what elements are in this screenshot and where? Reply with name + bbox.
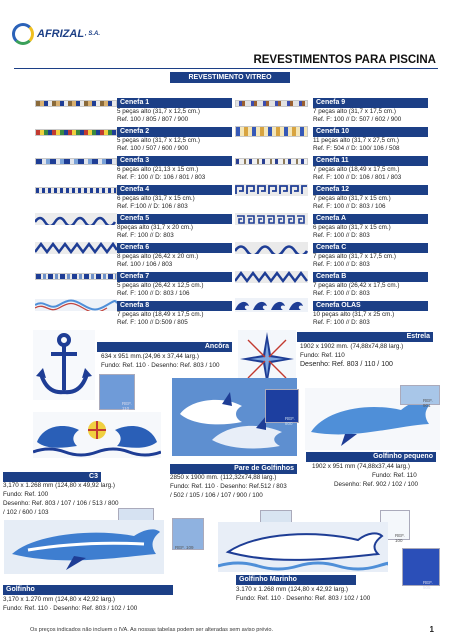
cenefa-desc: 7 peças alto (26,42 x 17,5 cm.) — [313, 282, 400, 289]
c3-desenho-cont: / 102 / 600 / 103 — [3, 509, 49, 516]
ancora-ref: Fundo: Ref. 110 · Desenho: Ref. 803 / 100 — [101, 362, 220, 369]
cenefa-2-swatch — [35, 129, 117, 136]
page-title: REVESTIMENTOS PARA PISCINA — [253, 54, 436, 66]
golfinho-ref: Fundo: Ref. 110 · Desenho: Ref. 803 / 102 / 100 — [3, 605, 138, 612]
brand-suffix: , S.A. — [85, 31, 101, 37]
cenefa-desc: 7 peças alto (31,7 x 17,5 cm.) — [313, 108, 396, 115]
tile-swatch-110 — [99, 374, 135, 410]
cenefa-9-swatch — [235, 100, 308, 107]
logo-mark-icon — [12, 23, 34, 45]
cenefa-12 — [313, 185, 428, 214]
cenefa-title: Cenefa 4 — [117, 185, 232, 195]
cenefa-ref: Ref. F: 100 // D: 803 — [117, 232, 174, 240]
cenefa-desc: 7 peças alto (31,7 x 17,5 cm.) — [313, 253, 396, 260]
cenefa-olas — [313, 301, 428, 330]
tile-ref-label: REF. 800 — [285, 416, 295, 426]
cenefa-3-swatch — [35, 158, 117, 165]
cenefa-b — [313, 272, 428, 301]
cenefa-ref: Ref. F: 100 // D:509 / 805 — [117, 319, 188, 327]
c3-desenho: Desenho: Ref. 803 / 107 / 106 / 513 / 800 — [3, 500, 119, 507]
cenefa-8 — [117, 301, 232, 330]
golfinho-marinho-mosaic — [218, 522, 388, 572]
cenefa-3 — [117, 156, 232, 185]
golfinho-mosaic — [4, 520, 164, 574]
cenefa-4-swatch — [35, 187, 117, 194]
cenefa-desc: 7 peças alto (18,49 x 17,5 cm.) — [313, 166, 400, 173]
cenefa-title: Cenefa 7 — [117, 272, 232, 282]
cenefa-4 — [117, 185, 232, 214]
cenefa-9 — [313, 98, 428, 127]
cenefa-5-swatch — [35, 213, 117, 225]
cenefa-title: Cenefa 2 — [117, 127, 232, 137]
cenefa-ref: Ref. F:100 // D: 106 / 803 — [117, 203, 188, 211]
cenefa-desc: 6 peças alto (31,7 x 15 cm.) — [117, 195, 195, 202]
cenefa-desc: 6 peças alto (31,7 x 15 cm.) — [313, 224, 391, 231]
golfinho-marinho-ref: Fundo: Ref. 110 · Desenho: Ref. 803 / 102 / 100 — [236, 595, 371, 602]
company-logo — [12, 20, 100, 48]
cenefa-title: Cenefa A — [313, 214, 428, 224]
tile-swatch-109 — [172, 518, 204, 550]
golfinho-marinho-dims: 3.170 x 1.268 mm (124,80 x 42,92 larg.) — [236, 586, 349, 593]
tile-ref-label: REF. 110 — [122, 401, 132, 411]
cenefa-desc: 5 peças alto (31,7 x 12,5 cm.) — [117, 137, 200, 144]
cenefa-ref: Ref. F: 100 // D: 106 / 801 / 803 — [117, 174, 206, 182]
cenefa-desc: 10 peças alto (31,7 x 25 cm.) — [313, 311, 395, 318]
pare-golfinhos-dims: 2850 x 1900 mm. (112,32x74,88 larg.) — [170, 474, 277, 481]
golfinho-marinho-title: Golfinho Marinho — [236, 575, 356, 585]
ancora-dims: 634 x 951 mm.(24,96 x 37,44 larg.) — [101, 353, 200, 360]
cenefa-10-swatch — [235, 126, 308, 137]
cenefa-title: Cenefa 12 — [313, 185, 428, 195]
estrela-desenho: Desenho: Ref. 803 / 110 / 100 — [300, 361, 393, 368]
cenefa-desc: 7 peças alto (31,7 x 15 cm.) — [313, 195, 391, 202]
cenefa-desc: 5 peças alto (26,42 x 12,5 cm.) — [117, 282, 204, 289]
anchor-mosaic — [33, 330, 95, 400]
cenefa-b-swatch — [235, 271, 308, 283]
cenefas-right-list — [313, 98, 428, 330]
tile-swatch-901 — [400, 385, 440, 408]
cenefa-title: Cenefa 5 — [117, 214, 232, 224]
cenefa-ref: Ref. F: 100 // D: 803 / 106 — [313, 203, 386, 211]
cenefa-7-swatch — [35, 273, 117, 280]
cenefa-7 — [117, 272, 232, 301]
cenefa-ref: Ref. 100 / 106 / 803 — [117, 261, 173, 269]
tile-ref-label: REF. 109 — [175, 545, 194, 550]
cenefa-12-swatch — [235, 184, 308, 196]
tile-ref-label: REF. 100 — [395, 533, 405, 543]
ancora-title: Ancôra — [97, 342, 232, 352]
cenefa-desc: 6 peças alto (21,13 x 15 cm.) — [117, 166, 199, 173]
tile-swatch-505 — [402, 548, 440, 590]
cenefa-title: Cenefa 10 — [313, 127, 428, 137]
cenefa-title: Cenefa 6 — [117, 243, 232, 253]
cenefa-title: Cenefa C — [313, 243, 428, 253]
cenefa-1 — [117, 98, 232, 127]
golfinho-dims: 3,170 x 1.270 mm (124,80 x 42,92 larg.) — [3, 596, 116, 603]
cenefa-title: Cenefa OLAS — [313, 301, 428, 311]
cenefa-title: Cenefa 1 — [117, 98, 232, 108]
footer-note: Os preços indicados não incluem o IVA. As nossas tabelas podem ser alteradas sem aviso prévio. — [30, 627, 274, 633]
tile-swatch-800 — [265, 389, 299, 426]
cenefa-5 — [117, 214, 232, 243]
cenefa-a-swatch — [235, 213, 308, 225]
cenefa-title: Cenefa 3 — [117, 156, 232, 166]
c3-fundo: Fundo: Ref. 100 — [3, 491, 49, 498]
c3-dims: 3,170 x 1.268 mm (124,80 x 49,92 larg.) — [3, 482, 116, 489]
cenefa-ref: Ref. F: 100 // D: 507 / 602 / 900 — [313, 116, 402, 124]
cenefa-c-swatch — [235, 242, 308, 254]
tile-ref-label: REF. 505 — [423, 580, 433, 590]
cenefa-title: Cenefa 9 — [313, 98, 428, 108]
cenefa-desc: 7 peças alto (18,49 x 17,5 cm.) — [117, 311, 204, 318]
cenefa-ref: Ref. 100 / 507 / 600 / 900 — [117, 145, 189, 153]
cenefa-1-swatch — [35, 100, 117, 107]
brand-name: AFRIZAL — [37, 28, 85, 40]
cenefa-c — [313, 243, 428, 272]
cenefa-ref: Ref. F: 100 // D: 803 — [313, 319, 370, 327]
cenefa-title: Cenefa 8 — [117, 301, 232, 311]
cenefa-a — [313, 214, 428, 243]
cenefa-ref: Ref. F: 100 // D: 803 / 106 — [117, 290, 190, 298]
golfinho-pequeno-dims: 1902 x 951 mm (74,88x37,44 larg.) — [312, 463, 411, 470]
cenefa-ref: Ref. 100 / 805 / 807 / 900 — [117, 116, 189, 124]
tile-ref-label: REF. 901 — [423, 398, 433, 408]
estrela-dims: 1902 x 1902 mm. (74,88x74,88 larg.) — [300, 343, 404, 350]
cenefa-ref: Ref. F: 100 // D: 803 — [313, 232, 370, 240]
cenefa-ref: Ref. F: 504 // D: 100/ 106 / 508 — [313, 145, 400, 153]
cenefa-desc: 5 peças alto (31,7 x 12,5 cm.) — [117, 108, 200, 115]
cenefas-left-list — [117, 98, 232, 330]
cenefa-11-swatch — [235, 158, 308, 165]
cenefa-ref: Ref. F: 100 // D: 803 — [313, 290, 370, 298]
section-title: REVESTIMENTO VITREO — [170, 72, 290, 83]
cenefa-title: Cenefa B — [313, 272, 428, 282]
c3-title: C3 — [3, 472, 101, 482]
cenefa-desc: 8 peças alto (26,42 x 20 cm.) — [117, 253, 199, 260]
header-divider — [14, 68, 438, 69]
cenefa-ref: Ref. F: 100 // D: 803 — [313, 261, 370, 269]
golfinho-title: Golfinho — [3, 585, 173, 595]
page-number: 1 — [429, 625, 434, 634]
cenefa-6 — [117, 243, 232, 272]
estrela-title: Estrela — [297, 332, 433, 342]
pare-golfinhos-line1: Fundo: Ref. 110 · Desenho: Ref.512 / 803 — [170, 483, 287, 490]
cenefa-desc: 11 peças alto (31,7 x 27,5 cm.) — [313, 137, 399, 144]
cenefa-desc: 8peças alto (31,7 x 20 cm.) — [117, 224, 193, 231]
cenefa-10 — [313, 127, 428, 156]
golfinho-pequeno-desenho: Desenho: Ref. 902 / 102 / 100 — [334, 481, 419, 488]
cenefa-ref: Ref. F: 100 // D: 106 / 801 / 803 — [313, 174, 402, 182]
cenefa-11 — [313, 156, 428, 185]
golfinho-pequeno-fundo: Fundo: Ref. 110 — [372, 472, 417, 479]
estrela-fundo: Fundo: Ref. 110 — [300, 352, 345, 359]
cenefa-olas-swatch — [235, 298, 308, 312]
golfinho-pequeno-title: Golfinho pequeno — [306, 452, 436, 462]
cenefa-8-swatch — [35, 299, 117, 311]
cenefa-6-swatch — [35, 242, 117, 254]
pare-golfinhos-line2: / 502 / 105 / 106 / 107 / 900 / 100 — [170, 492, 263, 499]
cenefa-title: Cenefa 11 — [313, 156, 428, 166]
dolphins-ball-mosaic — [33, 412, 161, 458]
pare-golfinhos-title: Pare de Golfinhos — [170, 464, 297, 474]
cenefa-2 — [117, 127, 232, 156]
